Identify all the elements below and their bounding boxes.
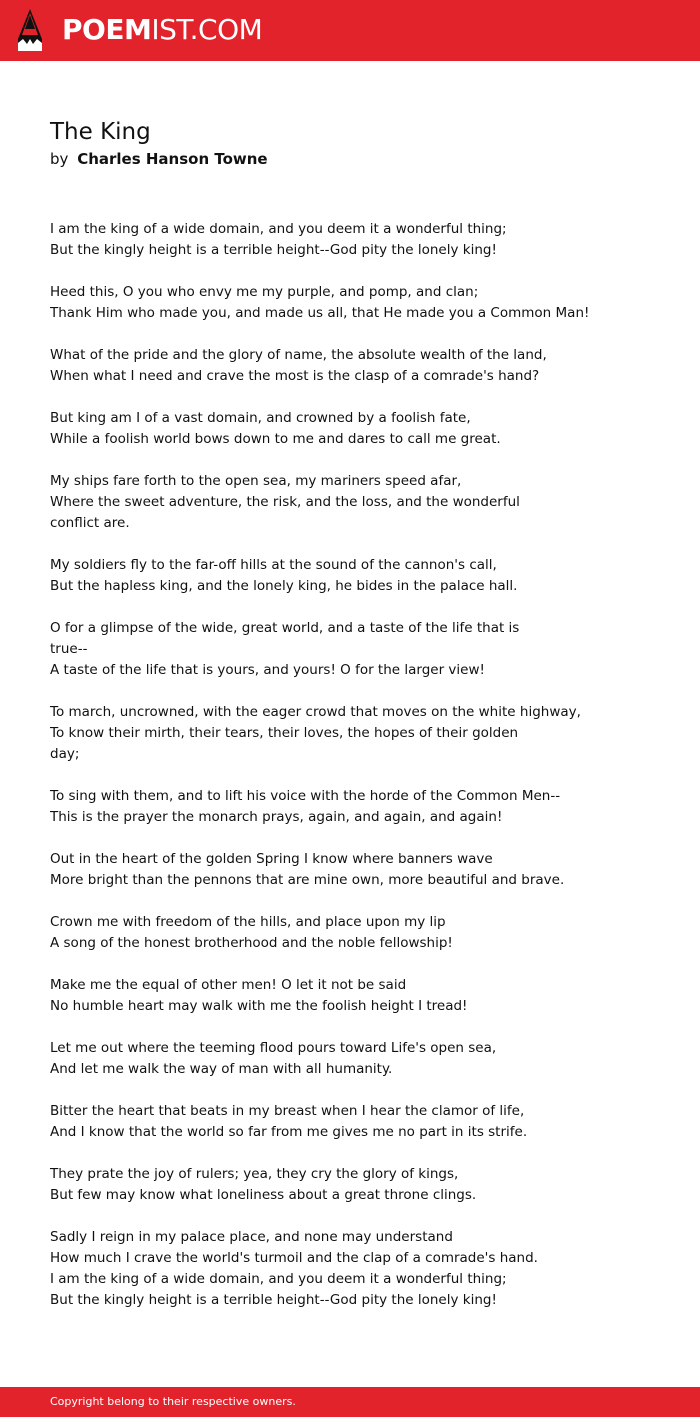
poem-line: Sadly I reign in my palace place, and none may understand	[50, 1229, 453, 1245]
poem-line: To know their mirth, their tears, their loves, the hopes of their golden	[50, 725, 519, 741]
poem-line: But few may know what loneliness about a great throne clings.	[50, 1187, 477, 1203]
poem-line: They prate the joy of rulers; yea, they cry the glory of kings,	[50, 1166, 459, 1182]
stanza	[50, 282, 650, 324]
poem-line: But the kingly height is a terrible height--God pity the lonely king!	[50, 242, 497, 258]
poem-line: true--	[50, 641, 88, 657]
poem-title: The King	[50, 119, 151, 145]
site-logo[interactable]	[62, 13, 262, 47]
poem-line: Heed this, O you who envy me my purple, and pomp, and clan;	[50, 284, 479, 300]
poem-line: Bitter the heart that beats in my breast when I hear the clamor of life,	[50, 1103, 525, 1119]
author-name: Charles Hanson Towne	[77, 150, 268, 168]
poem-line: And I know that the world so far from me gives me no part in its strife.	[50, 1124, 528, 1140]
poem-body	[50, 219, 650, 1332]
stanza	[50, 471, 650, 534]
poem-line: Out in the heart of the golden Spring I know where banners wave	[50, 851, 493, 867]
stanza	[50, 555, 650, 597]
logo-text-light: IST.COM	[151, 13, 263, 46]
logo-text-bold: POEM	[62, 13, 152, 46]
stanza	[50, 1101, 650, 1143]
poem-line: When what I need and crave the most is the clasp of a comrade's hand?	[50, 368, 540, 384]
poem-line: While a foolish world bows down to me and dares to call me great.	[50, 431, 501, 447]
poem-line: A taste of the life that is yours, and yours! O for the larger view!	[50, 662, 485, 678]
poem-line: Where the sweet adventure, the risk, and the loss, and the wonderful	[50, 494, 520, 510]
stanza	[50, 702, 650, 765]
poem-line: Let me out where the teeming flood pours toward Life's open sea,	[50, 1040, 497, 1056]
stanza	[50, 786, 650, 828]
stanza	[50, 849, 650, 891]
poem-line: But the hapless king, and the lonely king, he bides in the palace hall.	[50, 578, 518, 594]
poem-line: To sing with them, and to lift his voice with the horde of the Common Men--	[50, 788, 561, 804]
poem-line: Thank Him who made you, and made us all, that He made you a Common Man!	[50, 305, 590, 321]
poem-line: But king am I of a vast domain, and crowned by a foolish fate,	[50, 410, 471, 426]
poem-line: conflict are.	[50, 515, 130, 531]
poem-line: Make me the equal of other men! O let it not be said	[50, 977, 407, 993]
stanza	[50, 408, 650, 450]
site-footer	[0, 1387, 700, 1417]
copyright-text: Copyright belong to their respective owners.	[50, 1395, 296, 1408]
poem-line: No humble heart may walk with me the foolish height I tread!	[50, 998, 468, 1014]
poem-line: O for a glimpse of the wide, great world, and a taste of the life that is	[50, 620, 520, 636]
stanza	[50, 912, 650, 954]
poem-line: My ships fare forth to the open sea, my mariners speed afar,	[50, 473, 462, 489]
poem-line: A song of the honest brotherhood and the noble fellowship!	[50, 935, 453, 951]
by-label: by	[50, 150, 69, 168]
stanza	[50, 1038, 650, 1080]
stanza	[50, 1227, 650, 1311]
poem-line: More bright than the pennons that are mine own, more beautiful and brave.	[50, 872, 565, 888]
pencil-icon[interactable]	[17, 9, 43, 51]
stanza	[50, 219, 650, 261]
stanza	[50, 975, 650, 1017]
stanza	[50, 618, 650, 681]
poem-line: This is the prayer the monarch prays, again, and again, and again!	[50, 809, 503, 825]
stanza	[50, 1164, 650, 1206]
poem-line: I am the king of a wide domain, and you deem it a wonderful thing;	[50, 1271, 507, 1287]
byline	[50, 149, 268, 169]
poem-line: To march, uncrowned, with the eager crowd that moves on the white highway,	[50, 704, 581, 720]
poem-line: What of the pride and the glory of name, the absolute wealth of the land,	[50, 347, 547, 363]
poem-line: How much I crave the world's turmoil and the clap of a comrade's hand.	[50, 1250, 538, 1266]
poem-line: And let me walk the way of man with all humanity.	[50, 1061, 393, 1077]
poem-line: My soldiers fly to the far-off hills at the sound of the cannon's call,	[50, 557, 497, 573]
poem-line: But the kingly height is a terrible height--God pity the lonely king!	[50, 1292, 497, 1308]
poem-line: day;	[50, 746, 80, 762]
stanza	[50, 345, 650, 387]
poem-line: Crown me with freedom of the hills, and place upon my lip	[50, 914, 446, 930]
site-header	[0, 0, 700, 61]
poem-line: I am the king of a wide domain, and you deem it a wonderful thing;	[50, 221, 507, 237]
